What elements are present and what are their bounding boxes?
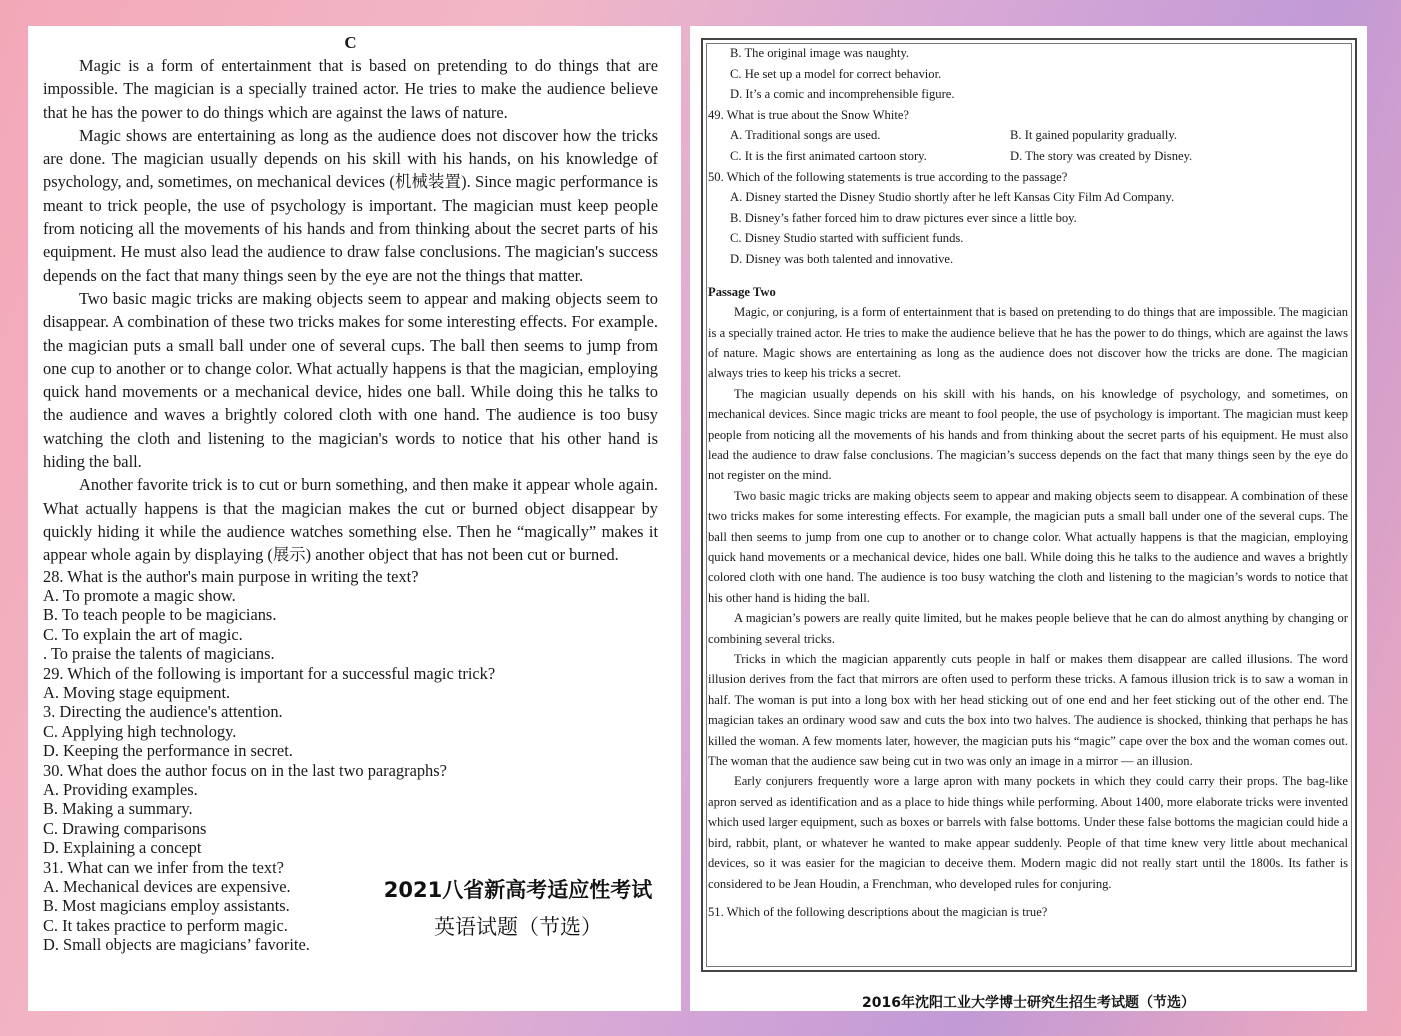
answer-option: A. To promote a magic show. [43, 585, 236, 605]
answer-option: B. To teach people to be magicians. [43, 605, 277, 625]
right-paragraph: Early conjurers frequently wore a large apron with many pockets in which they could carry their props. The bag-like apron served as identification and as a place to hide things while performing. About 1400, more elaborate tricks were invented which used larger equipment, such as boxes or barrels with false bottoms. Under these false bottoms the magician could hide a bird, rabbit, plant, or whatever he wanted to make appear suddenly. People of that time knew very little about mechanical devices, so it was easier for the magician to deceive them. Modern magic did not really start until the 1800s. Its father is considered to be Jean Houdin, a Frenchman, who developed rules for conjuring. [708, 774, 1348, 891]
answer-option: C. He set up a model for correct behavior. [730, 66, 942, 81]
answer-option: B. It gained popularity gradually. [1010, 128, 1178, 143]
answer-option: A. Disney started the Disney Studio shortly after he left Kansas City Film Ad Company. [730, 190, 1175, 205]
question-stem: 49. What is true about the Snow White? [708, 107, 909, 122]
answer-option: B. The original image was naughty. [730, 46, 910, 60]
question-stem: 30. What does the author focus on in the last two paragraphs? [43, 760, 447, 780]
answer-option: B. Making a summary. [43, 799, 193, 819]
question-stem: 50. Which of the following statements is true according to the passage? [708, 169, 1068, 184]
question-stem: 51. Which of the following descriptions about the magician is true? [708, 904, 1048, 919]
answer-option: 3. Directing the audience's attention. [43, 702, 283, 722]
option-row [708, 125, 1348, 146]
section-label: C [344, 33, 357, 52]
answer-option: C. It is the first animated cartoon story. [730, 148, 927, 163]
answer-option: . To praise the talents of magicians. [43, 644, 275, 664]
left-exam-page [28, 26, 681, 1011]
answer-option: D. The story was created by Disney. [1010, 148, 1193, 163]
option-row [708, 146, 1348, 167]
question-28 [43, 567, 658, 664]
answer-option: C. Applying high technology. [43, 721, 237, 741]
left-paragraph: Another favorite trick is to cut or burn something, and then make it appear whole again. What actually happens is that the magician makes the cut or burned object disappear by quickly hiding it while the audience watches something else. Then he “magically” makes it appear whole again by displaying (展示) another object that has not been cut or burned. [43, 475, 658, 565]
left-paragraph: Two basic magic tricks are making objects seem to appear and making objects seem to disappear. A combination of these two tricks makes for some interesting effects. For example. the magician puts a small ball under one of several cups. The ball then seems to jump from one cup to another or to change color. What actually happens is that the magician, employing quick hand movements or a mechanical device, hides one ball. While doing this he talks to the audience and waves a brightly colored cloth with one hand. The audience is too busy watching the cloth and listening to the magician's words to notice that his other hand is hiding the ball. [43, 288, 658, 472]
right-exam-page [690, 26, 1367, 1011]
question-stem: 29. Which of the following is important for a successful magic trick? [43, 663, 496, 683]
caption-title: 2021八省新高考适应性考试 [383, 878, 653, 902]
answer-option: C. Disney Studio started with sufficient funds. [730, 231, 964, 246]
right-source-caption: 2016年沈阳工业大学博士研究生招生考试题（节选） [862, 995, 1195, 1011]
caption-subtitle: 英语试题（节选） [434, 915, 602, 939]
left-exam-text [28, 26, 681, 955]
question-stem: 31. What can we infer from the text? [43, 857, 284, 877]
right-paragraph: Tricks in which the magician apparently cuts people in half or makes them disappear are called illusions. The word illusion derives from the fact that mirrors are often used to perform these tricks. A famous illusion trick is to saw a woman in half. The woman is put into a long box with her head sticking out of one end and her feet sticking out of the other end. The magician takes an ordinary wood saw and cuts the box into two halves. The audience is shocked, thinking that perhaps he has killed the woman. A few moments later, however, the magician puts his “magic” cape over the box and the woman comes out. The woman that the audience saw being cut in two was only an image in a mirror — an illusion. [708, 652, 1348, 769]
right-paragraph: Magic, or conjuring, is a form of entertainment that is based on pretending to do things that are impossible. The magician is a specially trained actor. He tries to make the audience believe that he has the power to do things, which are against the laws of nature. Magic shows are entertaining as long as the audience does not discover how the tricks are done. The magician always tries to keep his tricks a secret. [708, 305, 1348, 381]
right-exam-text [708, 43, 1348, 923]
question-30 [43, 761, 658, 858]
answer-option: C. It takes practice to perform magic. [43, 915, 288, 935]
answer-option: A. Traditional songs are used. [730, 128, 881, 143]
left-paragraph: Magic shows are entertaining as long as the audience does not discover how the tricks are done. The magician usually depends on his skill with his hands, on his knowledge of psychology, and, sometimes, on mechanical devices (机械装置). Since magic performance is meant to trick people, the use of psychology is important. The magician must keep people from noticing all the movements of his hands and from thinking about the secret parts of his equipment. He must also lead the audience to draw false conclusions. The magician's success depends on the fact that many things seen by the eye are not the things that matter. [43, 125, 658, 285]
passage-heading: Passage Two [708, 284, 776, 299]
answer-option: D. Explaining a concept [43, 838, 202, 858]
right-paragraph: Two basic magic tricks are making objects seem to appear and making objects seem to disappear. A combination of these two tricks makes for some interesting effects. For example, the magician puts a small ball under one of the several cups. The ball then seems to jump from one cup to another or to change color. What actually happens is that the magician, employing quick hand movements or a mechanical device, hides one ball. While doing this he talks to the audience and waves a brightly colored cloth with one hand. The audience is too busy watching the cloth and listening to the magician’s words to notice that his other hand is hiding the ball. [708, 488, 1348, 605]
left-source-caption [368, 872, 668, 946]
left-paragraph: Magic is a form of entertainment that is based on pretending to do things that are impossible. The magician is a specially trained actor. He tries to make the audience believe that he has the power to do things which are against the laws of nature. [43, 56, 658, 122]
answer-option: B. Disney’s father forced him to draw pictures ever since a little boy. [730, 210, 1077, 225]
answer-option: B. Most magicians employ assistants. [43, 896, 290, 916]
answer-option: A. Moving stage equipment. [43, 682, 231, 702]
right-paragraph: The magician usually depends on his skill with his hands, on his knowledge of psychology, and sometimes, on mechanical devices. Since magic tricks are meant to fool people, the use of psychology is important. The magician must keep people from noticing all the movements of his hands and from thinking about the secret parts of his equipment. He must also lead the audience to draw false conclusions. The magician’s success depends on the fact that many things seen by the eye do not register on the mind. [708, 386, 1348, 483]
answer-option: D. Keeping the performance in secret. [43, 741, 293, 761]
question-29 [43, 664, 658, 761]
answer-option: D. Disney was both talented and innovative. [730, 251, 954, 266]
answer-option: C. To explain the art of magic. [43, 624, 243, 644]
right-paragraph: A magician’s powers are really quite limited, but he makes people believe that he can do almost anything by changing or combining several tricks. [708, 611, 1348, 646]
answer-option: A. Mechanical devices are expensive. [43, 877, 291, 897]
answer-option: A. Providing examples. [43, 780, 198, 799]
answer-option: C. Drawing comparisons [43, 818, 207, 838]
question-stem: 28. What is the author's main purpose in writing the text? [43, 566, 419, 586]
answer-option: D. Small objects are magicians’ favorite. [43, 935, 310, 955]
answer-option: D. It’s a comic and incomprehensible figure. [730, 87, 955, 102]
